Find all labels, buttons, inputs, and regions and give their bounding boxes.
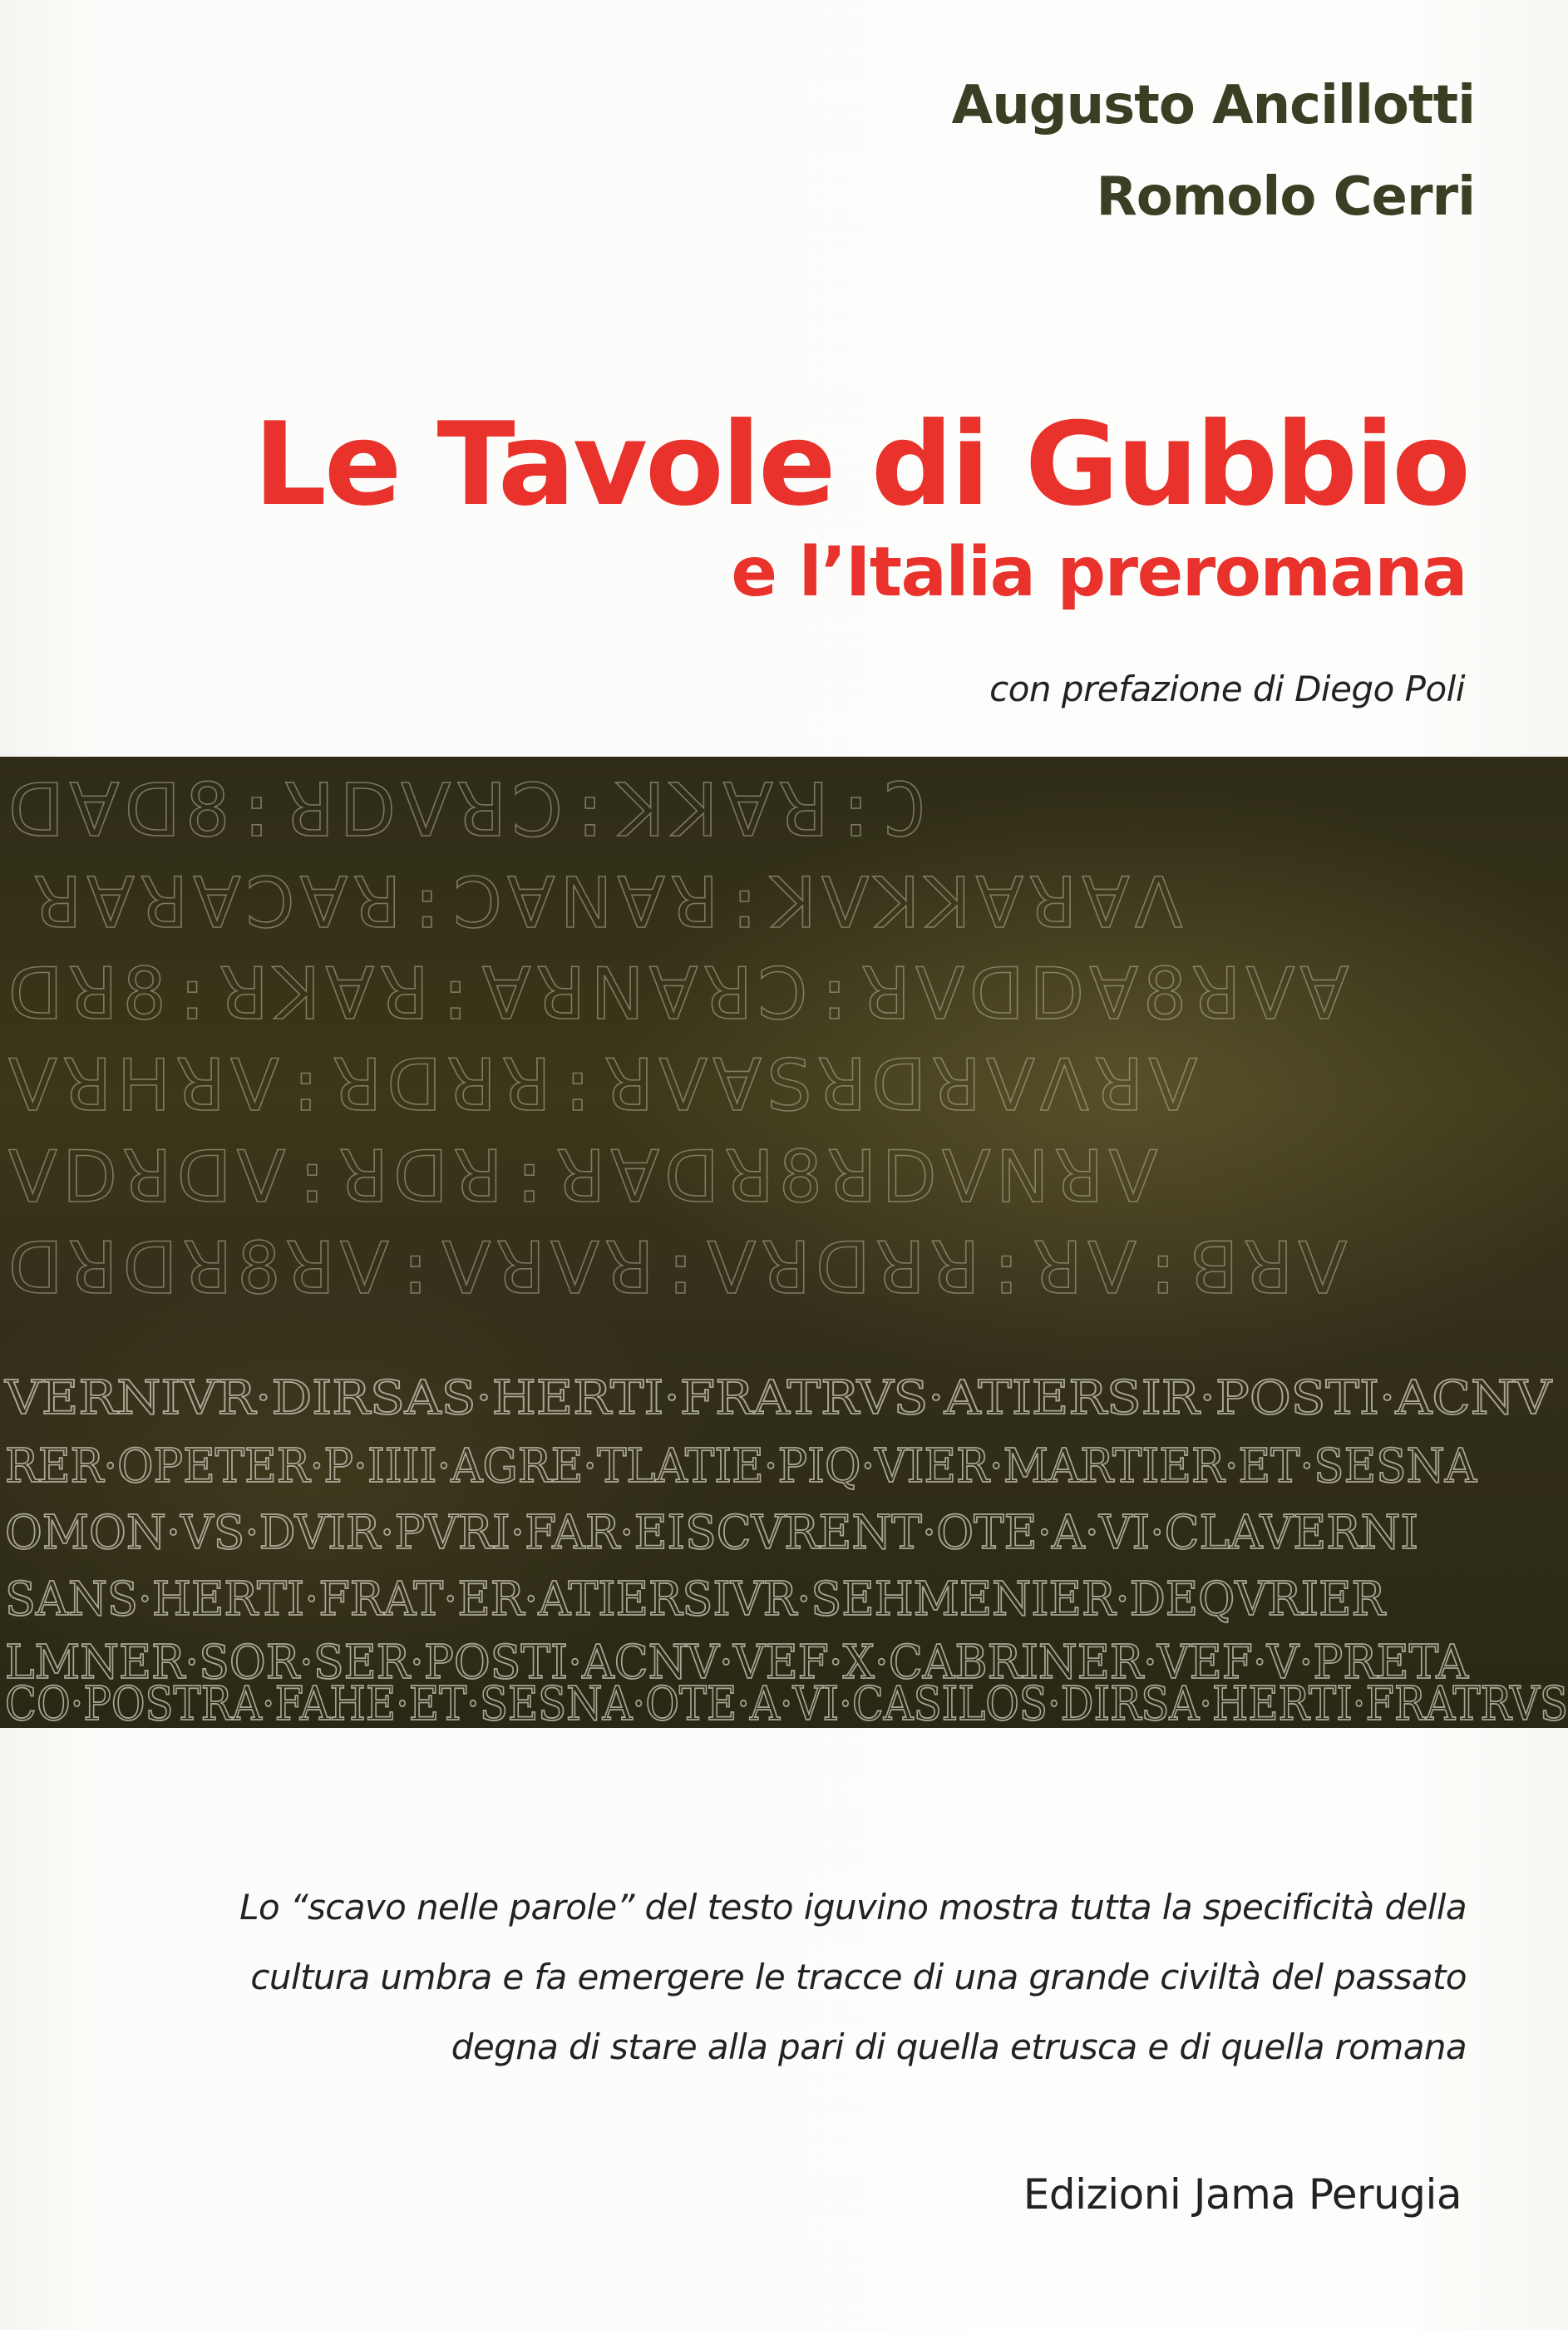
inscription-line: ꓦꓤꓧꓤꓦ:ꓤꓷꓤꓤ:ꓤꓦꓯꓢꓤꓷꓤꓦꓥꓤꓦ [8, 1044, 1203, 1128]
author-name: Romolo Cerri [1096, 166, 1475, 228]
author-name: Augusto Ancillotti [951, 75, 1475, 136]
umbrian-inscription [8, 768, 1354, 1311]
inscription-line: CO·POSTRA·FAHE·ET·SESNA·OTE·A·VI·CASILOS·DIRSA·HERTI·FRATRVS [5, 1677, 1568, 1728]
blurb-line: degna di stare alla pari di quella etrusca e di quella romana [451, 2026, 1467, 2067]
book-subtitle: e l’Italia preromana [731, 533, 1467, 612]
blurb-line: Lo “scavo nelle parole” del testo iguvino mostra tutta la specificità della [239, 1887, 1467, 1928]
inscription-line: ꓷꓤꓷꓤ8ꓤꓦ:ꓦꓤꓦꓤ:ꓦꓤꓷꓤꓤ:ꓤꓦ:ꓭꓤꓦ [8, 1227, 1353, 1311]
inscription-line: OMON·VS·DVIR·PVRI·FAR·EISCVRENT·OTE·A·VI·CLAVERNI [5, 1506, 1418, 1560]
inscription-line: VERNIVR·DIRSAS·HERTI·FRATRVS·ATIERSIR·POSTI·ACNV [3, 1371, 1553, 1425]
cover-blurb [239, 1873, 1467, 2082]
inscription-line: SANS·HERTI·FRAT·ER·ATIERSIVR·SEHMENIER·DEQVRIER [5, 1572, 1387, 1627]
latin-inscription [4, 1371, 1568, 1728]
inscription-line: ꓦꓓꓤꓷꓦ:ꓤꓷꓤ:ꓤꓯꓷꓤ8ꓤꓓꓦꓠꓤꓦ [8, 1136, 1163, 1219]
blurb-line: cultura umbra e fa emergere le tracce di una grande civiltà del passato [250, 1957, 1467, 1997]
bronze-tablet-image [0, 757, 1568, 1728]
inscription-line: ꓤꓯꓤꓯꓛꓯꓤ:ꓛꓯꓠꓯꓤ:ꓘꓦꓘꓘꓯꓤꓯꓥ [33, 862, 1188, 944]
inscription-line: LMNER·SOR·SER·POSTI·ACNV·VEF·X·CABRINER·VEF·V·PRETA [5, 1636, 1469, 1690]
tablet-inscription-illustration [0, 757, 1568, 1728]
preface-credit: con prefazione di Diego Poli [989, 669, 1465, 709]
inscription-line: RER·OPETER·P·IIII·AGRE·TLATIE·PIQ·VIER·MARTIER·ET·SESNA [5, 1439, 1477, 1493]
inscription-line: ꓷꓤ8:ꓤꓘꓯꓤ:ꓯꓤꓠꓯꓤꓛ:ꓤꓦꓷꓓꓯ8ꓤꓦꓯ [8, 953, 1354, 1036]
inscription-line: ꓷꓯꓷ8:ꓤꓓꓦꓤꓛ:ꓘꓘꓯꓤ:Ɔ [8, 768, 932, 853]
authors-block [951, 75, 1475, 262]
book-title: Le Tavole di Gubbio [253, 397, 1468, 531]
publisher-name: Edizioni Jama Perugia [1023, 2170, 1462, 2219]
